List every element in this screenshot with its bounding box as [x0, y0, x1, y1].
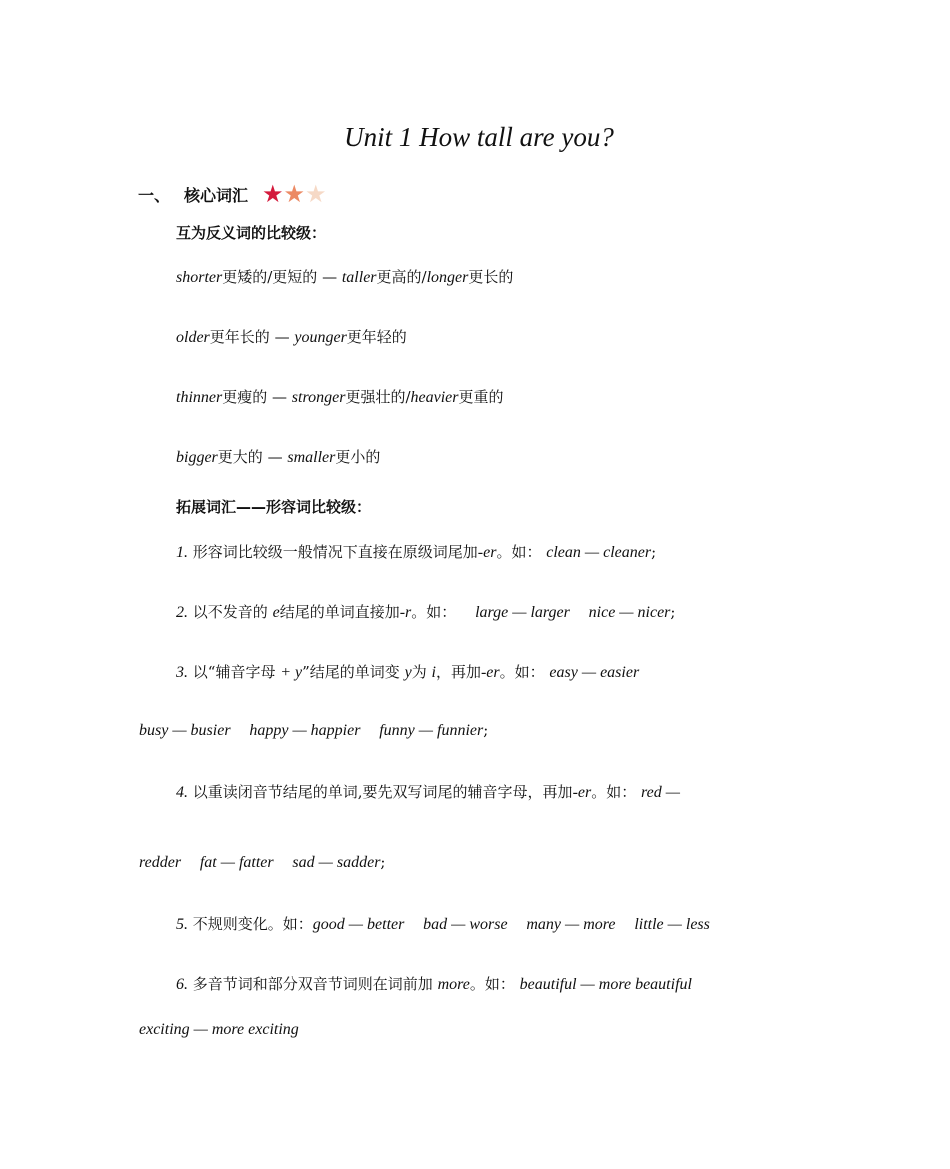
rule-number: 3.	[176, 664, 188, 681]
rule-4	[176, 781, 680, 802]
section-number: 一、	[138, 185, 171, 205]
more-word: more	[437, 976, 470, 993]
example: clean — cleaner	[546, 544, 652, 561]
example: redder	[139, 854, 182, 871]
meaning: 更长的	[468, 268, 514, 286]
example: sad — sadder	[292, 854, 381, 871]
punct: ;	[670, 603, 676, 621]
punct: ;	[651, 543, 657, 561]
meaning: 更瘦的	[222, 388, 268, 406]
rule-3-continued	[139, 721, 488, 740]
example: happy — happier	[249, 722, 361, 739]
dash: —	[274, 328, 290, 346]
dash: —	[267, 448, 283, 466]
plus-y: + y	[280, 664, 303, 681]
suffix: -er	[572, 784, 592, 801]
rule-text: 以不发音的	[192, 603, 268, 621]
rule-6-continued	[139, 1020, 299, 1039]
rule-1	[176, 541, 656, 562]
example: little — less	[634, 916, 710, 933]
opposite-pair	[176, 386, 504, 407]
example: many — more	[526, 916, 616, 933]
rule-text: 多音节词和部分双音节词则在词前加	[192, 975, 433, 993]
rule-text: 结尾的单词直接加	[279, 603, 400, 621]
word: older	[176, 329, 210, 346]
rule-text: ，再加	[435, 663, 481, 681]
dash: —	[322, 268, 338, 286]
rule-text: 以“辅音字母	[192, 663, 276, 681]
rule-tail: 。如：	[499, 663, 545, 681]
rule-text: 不规则变化。如：	[192, 915, 313, 933]
meaning: 更高的/	[376, 268, 427, 286]
word: smaller	[287, 449, 336, 466]
rule-text: 以重读闭音节结尾的单词,要先双写词尾的辅音字母，再加	[192, 783, 573, 801]
example: funny — funnier	[379, 722, 484, 739]
letter: i	[431, 664, 436, 681]
rule-number: 1.	[176, 544, 188, 561]
page-title: Unit 1 How tall are you?	[344, 122, 614, 152]
opposite-pair	[176, 446, 380, 467]
rule-tail: 。如：	[591, 783, 637, 801]
opposites-heading: 互为反义词的比较级：	[176, 224, 327, 242]
example: beautiful — more beautiful	[519, 976, 692, 993]
word: shorter	[176, 269, 223, 286]
word: heavier	[410, 389, 459, 406]
section-label: 核心词汇	[184, 185, 249, 205]
meaning: 更重的	[458, 388, 504, 406]
meaning: 更年轻的	[346, 328, 407, 346]
meaning: 更小的	[335, 448, 381, 466]
punct: ;	[483, 721, 489, 739]
word: younger	[294, 329, 347, 346]
rule-4-continued	[139, 853, 385, 872]
punct: ;	[380, 853, 386, 871]
star-icon: ★	[283, 180, 306, 208]
rule-tail: 。如：	[496, 543, 542, 561]
example: easy — easier	[549, 664, 640, 681]
rule-text: ”结尾的单词变	[302, 663, 400, 681]
example: bad — worse	[423, 916, 508, 933]
meaning: 更强壮的/	[345, 388, 411, 406]
star-icon: ★	[305, 180, 327, 208]
example: red —	[641, 784, 680, 801]
word: thinner	[176, 389, 223, 406]
dash: —	[272, 388, 288, 406]
section-heading	[138, 182, 327, 206]
example: good — better	[312, 916, 405, 933]
rule-6	[176, 973, 692, 994]
example: exciting — more exciting	[139, 1021, 299, 1038]
rule-3	[176, 661, 639, 682]
opposite-pair	[176, 326, 407, 347]
rule-text: 为	[411, 663, 427, 681]
suffix: -er	[480, 664, 500, 681]
rule-tail: 。如：	[469, 975, 515, 993]
suffix: -er	[477, 544, 497, 561]
example: nice — nicer	[588, 604, 671, 621]
letter: e	[272, 604, 280, 621]
rule-number: 4.	[176, 784, 188, 801]
rule-number: 6.	[176, 976, 188, 993]
suffix: -r	[399, 604, 412, 621]
example: fat — fatter	[199, 854, 274, 871]
word: stronger	[291, 389, 346, 406]
rule-number: 2.	[176, 604, 188, 621]
rule-tail: 。如：	[411, 603, 457, 621]
star-icon: ★	[262, 180, 284, 208]
rule-2	[176, 601, 675, 622]
meaning: 更大的	[217, 448, 263, 466]
example: large — larger	[475, 604, 570, 621]
meaning: 更年长的	[209, 328, 270, 346]
word: longer	[426, 269, 469, 286]
meaning: 更矮的/更短的	[222, 268, 318, 286]
example: busy — busier	[139, 722, 231, 739]
opposite-pair	[176, 266, 513, 287]
rule-text: 形容词比较级一般情况下直接在原级词尾加	[192, 543, 478, 561]
rule-number: 5.	[176, 916, 188, 933]
letter: y	[404, 664, 412, 681]
difficulty-rating	[262, 182, 327, 206]
word: taller	[341, 269, 377, 286]
rule-5	[176, 913, 710, 934]
extension-heading: 拓展词汇——形容词比较级：	[176, 498, 372, 516]
word: bigger	[176, 449, 218, 466]
